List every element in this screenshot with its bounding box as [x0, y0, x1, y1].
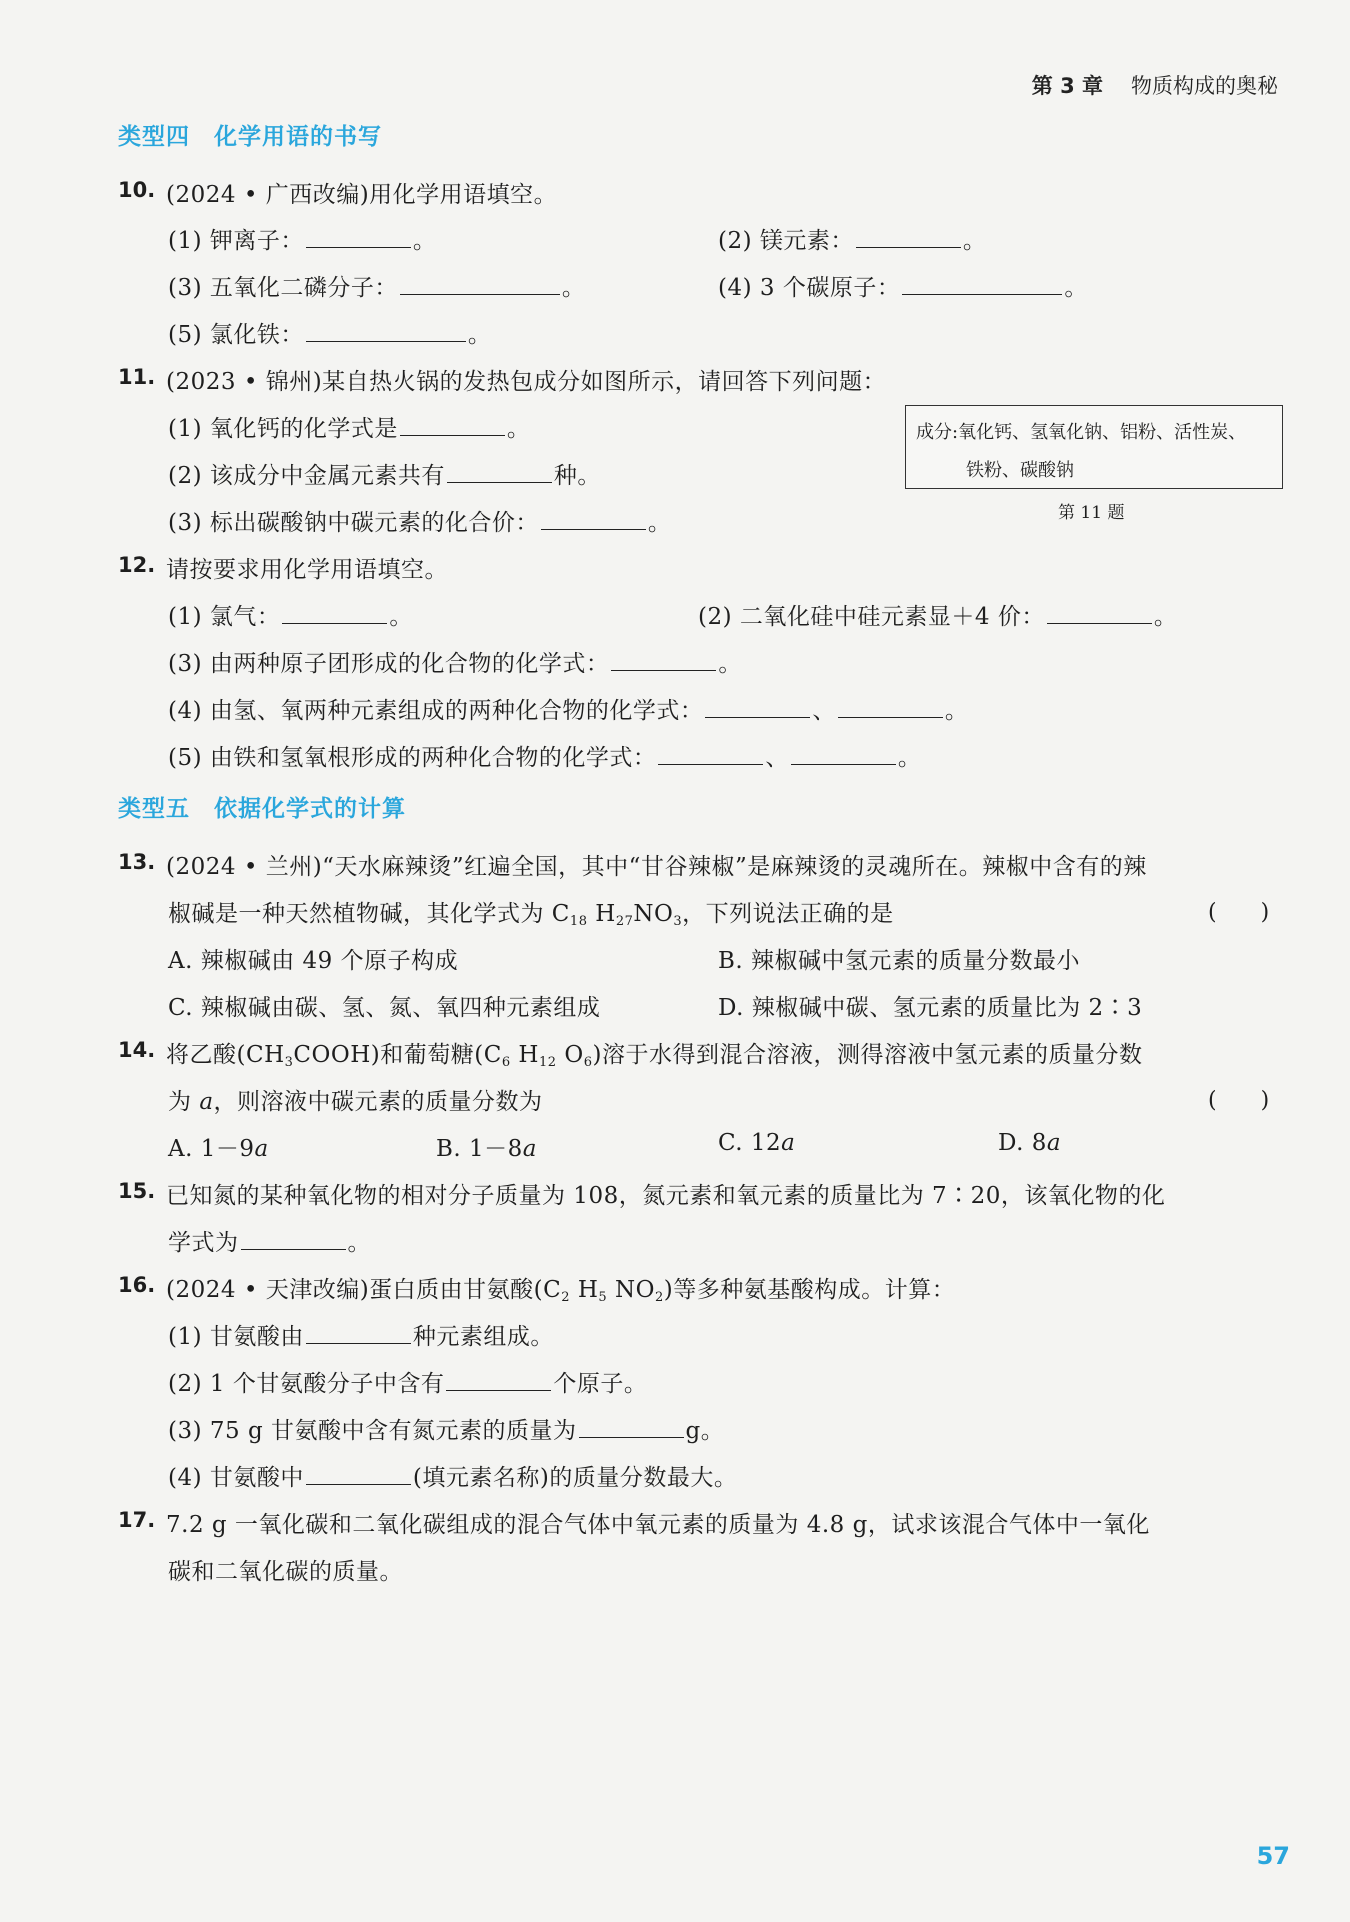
question-15-line-2: 学式为 。 [168, 1230, 371, 1256]
question-12-number: 12. [118, 553, 156, 577]
chapter-header [1032, 70, 1278, 100]
question-11-part-2: (2) 该成分中金属元素共有 种。 [168, 463, 601, 489]
answer-blank[interactable] [306, 227, 411, 248]
question-13-option-b: B. 辣椒碱中氢元素的质量分数最小 [718, 948, 1081, 974]
question-14-line-2: 为 a，则溶液中碳元素的质量分数为 [168, 1089, 543, 1115]
answer-blank[interactable] [1047, 603, 1152, 624]
question-13-line-1: (2024 • 兰州)“天水麻辣烫”红遍全国，其中“甘谷辣椒”是麻辣烫的灵魂所在。辣椒中含有的辣 [166, 854, 1147, 880]
answer-blank[interactable] [705, 697, 810, 718]
answer-blank[interactable] [579, 1417, 684, 1438]
question-14-option-a: A. 1－9a [168, 1136, 269, 1162]
answer-blank[interactable] [400, 415, 505, 436]
question-12-part-2: (2) 二氧化硅中硅元素显＋4 价： 。 [698, 604, 1178, 630]
section-5-title: 类型五 依据化学式的计算 [118, 796, 406, 822]
answer-blank[interactable] [241, 1229, 346, 1250]
question-12-part-1: (1) 氯气： 。 [168, 604, 413, 630]
answer-blank[interactable] [446, 1370, 551, 1391]
question-16-stem: (2024 • 天津改编)蛋白质由甘氨酸($C_2$ $H_5$ $NO_2$)等多种氨基酸构成。计算： [166, 1277, 956, 1305]
question-15-number: 15. [118, 1179, 156, 1203]
question-17-line-1: 7.2 g 一氧化碳和二氧化碳组成的混合气体中氧元素的质量为 4.8 g，试求该混合气体中一氧化 [166, 1512, 1150, 1538]
question-14-option-d: D. 8a [998, 1130, 1062, 1156]
question-11-part-3: (3) 标出碳酸钠中碳元素的化合价： 。 [168, 510, 672, 536]
ingredient-box [905, 405, 1283, 489]
answer-blank[interactable] [306, 321, 466, 342]
answer-blank[interactable] [856, 227, 961, 248]
question-10-part-2: (2) 镁元素： 。 [718, 228, 987, 254]
question-12-part-5: (5) 由铁和氢氧根形成的两种化合物的化学式： 、 。 [168, 745, 922, 771]
question-10-stem: (2024 • 广西改编)用化学用语填空。 [166, 182, 558, 208]
question-16-number: 16. [118, 1273, 156, 1297]
question-14-number: 14. [118, 1038, 156, 1062]
chapter-title: 物质构成的奥秘 [1131, 74, 1278, 98]
question-17-number: 17. [118, 1508, 156, 1532]
question-12-part-3: (3) 由两种原子团形成的化合物的化学式： 。 [168, 651, 742, 677]
answer-blank[interactable] [611, 650, 716, 671]
question-16-part-3: (3) 75 g 甘氨酸中含有氮元素的质量为 g。 [168, 1418, 725, 1444]
question-10-number: 10. [118, 178, 156, 202]
question-14-answer-paren[interactable]: ( ) [1208, 1088, 1270, 1113]
question-14-line-1: 将乙酸$(CH_3COOH)$和葡萄糖($C_6$ $H_{12}$ $O_6$)溶于水得到混合溶液，测得溶液中氢元素的质量分数 [166, 1042, 1143, 1070]
answer-blank[interactable] [306, 1323, 411, 1344]
question-11-stem: (2023 • 锦州)某自热火锅的发热包成分如图所示，请回答下列问题： [166, 369, 887, 395]
answer-blank[interactable] [838, 697, 943, 718]
question-13-option-d: D. 辣椒碱中碳、氢元素的质量比为 2∶3 [718, 995, 1143, 1021]
question-13-number: 13. [118, 850, 156, 874]
question-13-line-2: 椒碱是一种天然植物碱，其化学式为 $C_{18}$ $H_{27}NO_3$，下列说法正确的是 [168, 901, 894, 929]
answer-blank[interactable] [282, 603, 387, 624]
question-16-part-4: (4) 甘氨酸中 (填元素名称)的质量分数最大。 [168, 1465, 738, 1491]
answer-blank[interactable] [902, 274, 1062, 295]
question-15-line-1: 已知氮的某种氧化物的相对分子质量为 108，氮元素和氧元素的质量比为 7∶20，该氧化物的化 [166, 1183, 1166, 1209]
page-number: 57 [1256, 1842, 1290, 1870]
question-12-stem: 请按要求用化学用语填空。 [166, 557, 448, 583]
ingredient-line-1: 成分:氧化钙、氢氧化钠、铝粉、活性炭、 [916, 422, 1247, 443]
answer-blank[interactable] [791, 744, 896, 765]
answer-blank[interactable] [306, 1464, 411, 1485]
question-16-part-2: (2) 1 个甘氨酸分子中含有 个原子。 [168, 1371, 648, 1397]
answer-blank[interactable] [447, 462, 552, 483]
question-13-answer-paren[interactable]: ( ) [1208, 900, 1270, 925]
question-14-option-b: B. 1－8a [436, 1136, 538, 1162]
answer-blank[interactable] [541, 509, 646, 530]
chapter-number: 第 3 章 [1031, 74, 1103, 98]
question-10-part-4: (4) 3 个碳原子： 。 [718, 275, 1088, 301]
answer-blank[interactable] [658, 744, 763, 765]
section-4-title: 类型四 化学用语的书写 [118, 124, 382, 150]
question-16-part-1: (1) 甘氨酸由 种元素组成。 [168, 1324, 554, 1350]
question-12-part-4: (4) 由氢、氧两种元素组成的两种化合物的化学式： 、 。 [168, 698, 969, 724]
answer-blank[interactable] [400, 274, 560, 295]
question-10-part-5: (5) 氯化铁： 。 [168, 322, 492, 348]
question-17-line-2: 碳和二氧化碳的质量。 [168, 1559, 403, 1585]
question-14-option-c: C. 12a [718, 1130, 796, 1156]
figure-caption: 第 11 题 [1058, 503, 1125, 523]
question-10-part-1: (1) 钾离子： 。 [168, 228, 437, 254]
question-13-option-c: C. 辣椒碱由碳、氢、氮、氧四种元素组成 [168, 995, 601, 1021]
question-10-part-3: (3) 五氧化二磷分子： 。 [168, 275, 586, 301]
question-11-number: 11. [118, 365, 156, 389]
question-11-part-1: (1) 氧化钙的化学式是 。 [168, 416, 531, 442]
question-13-option-a: A. 辣椒碱由 49 个原子构成 [168, 948, 459, 974]
ingredient-line-2: 铁粉、碳酸钠 [966, 460, 1074, 481]
